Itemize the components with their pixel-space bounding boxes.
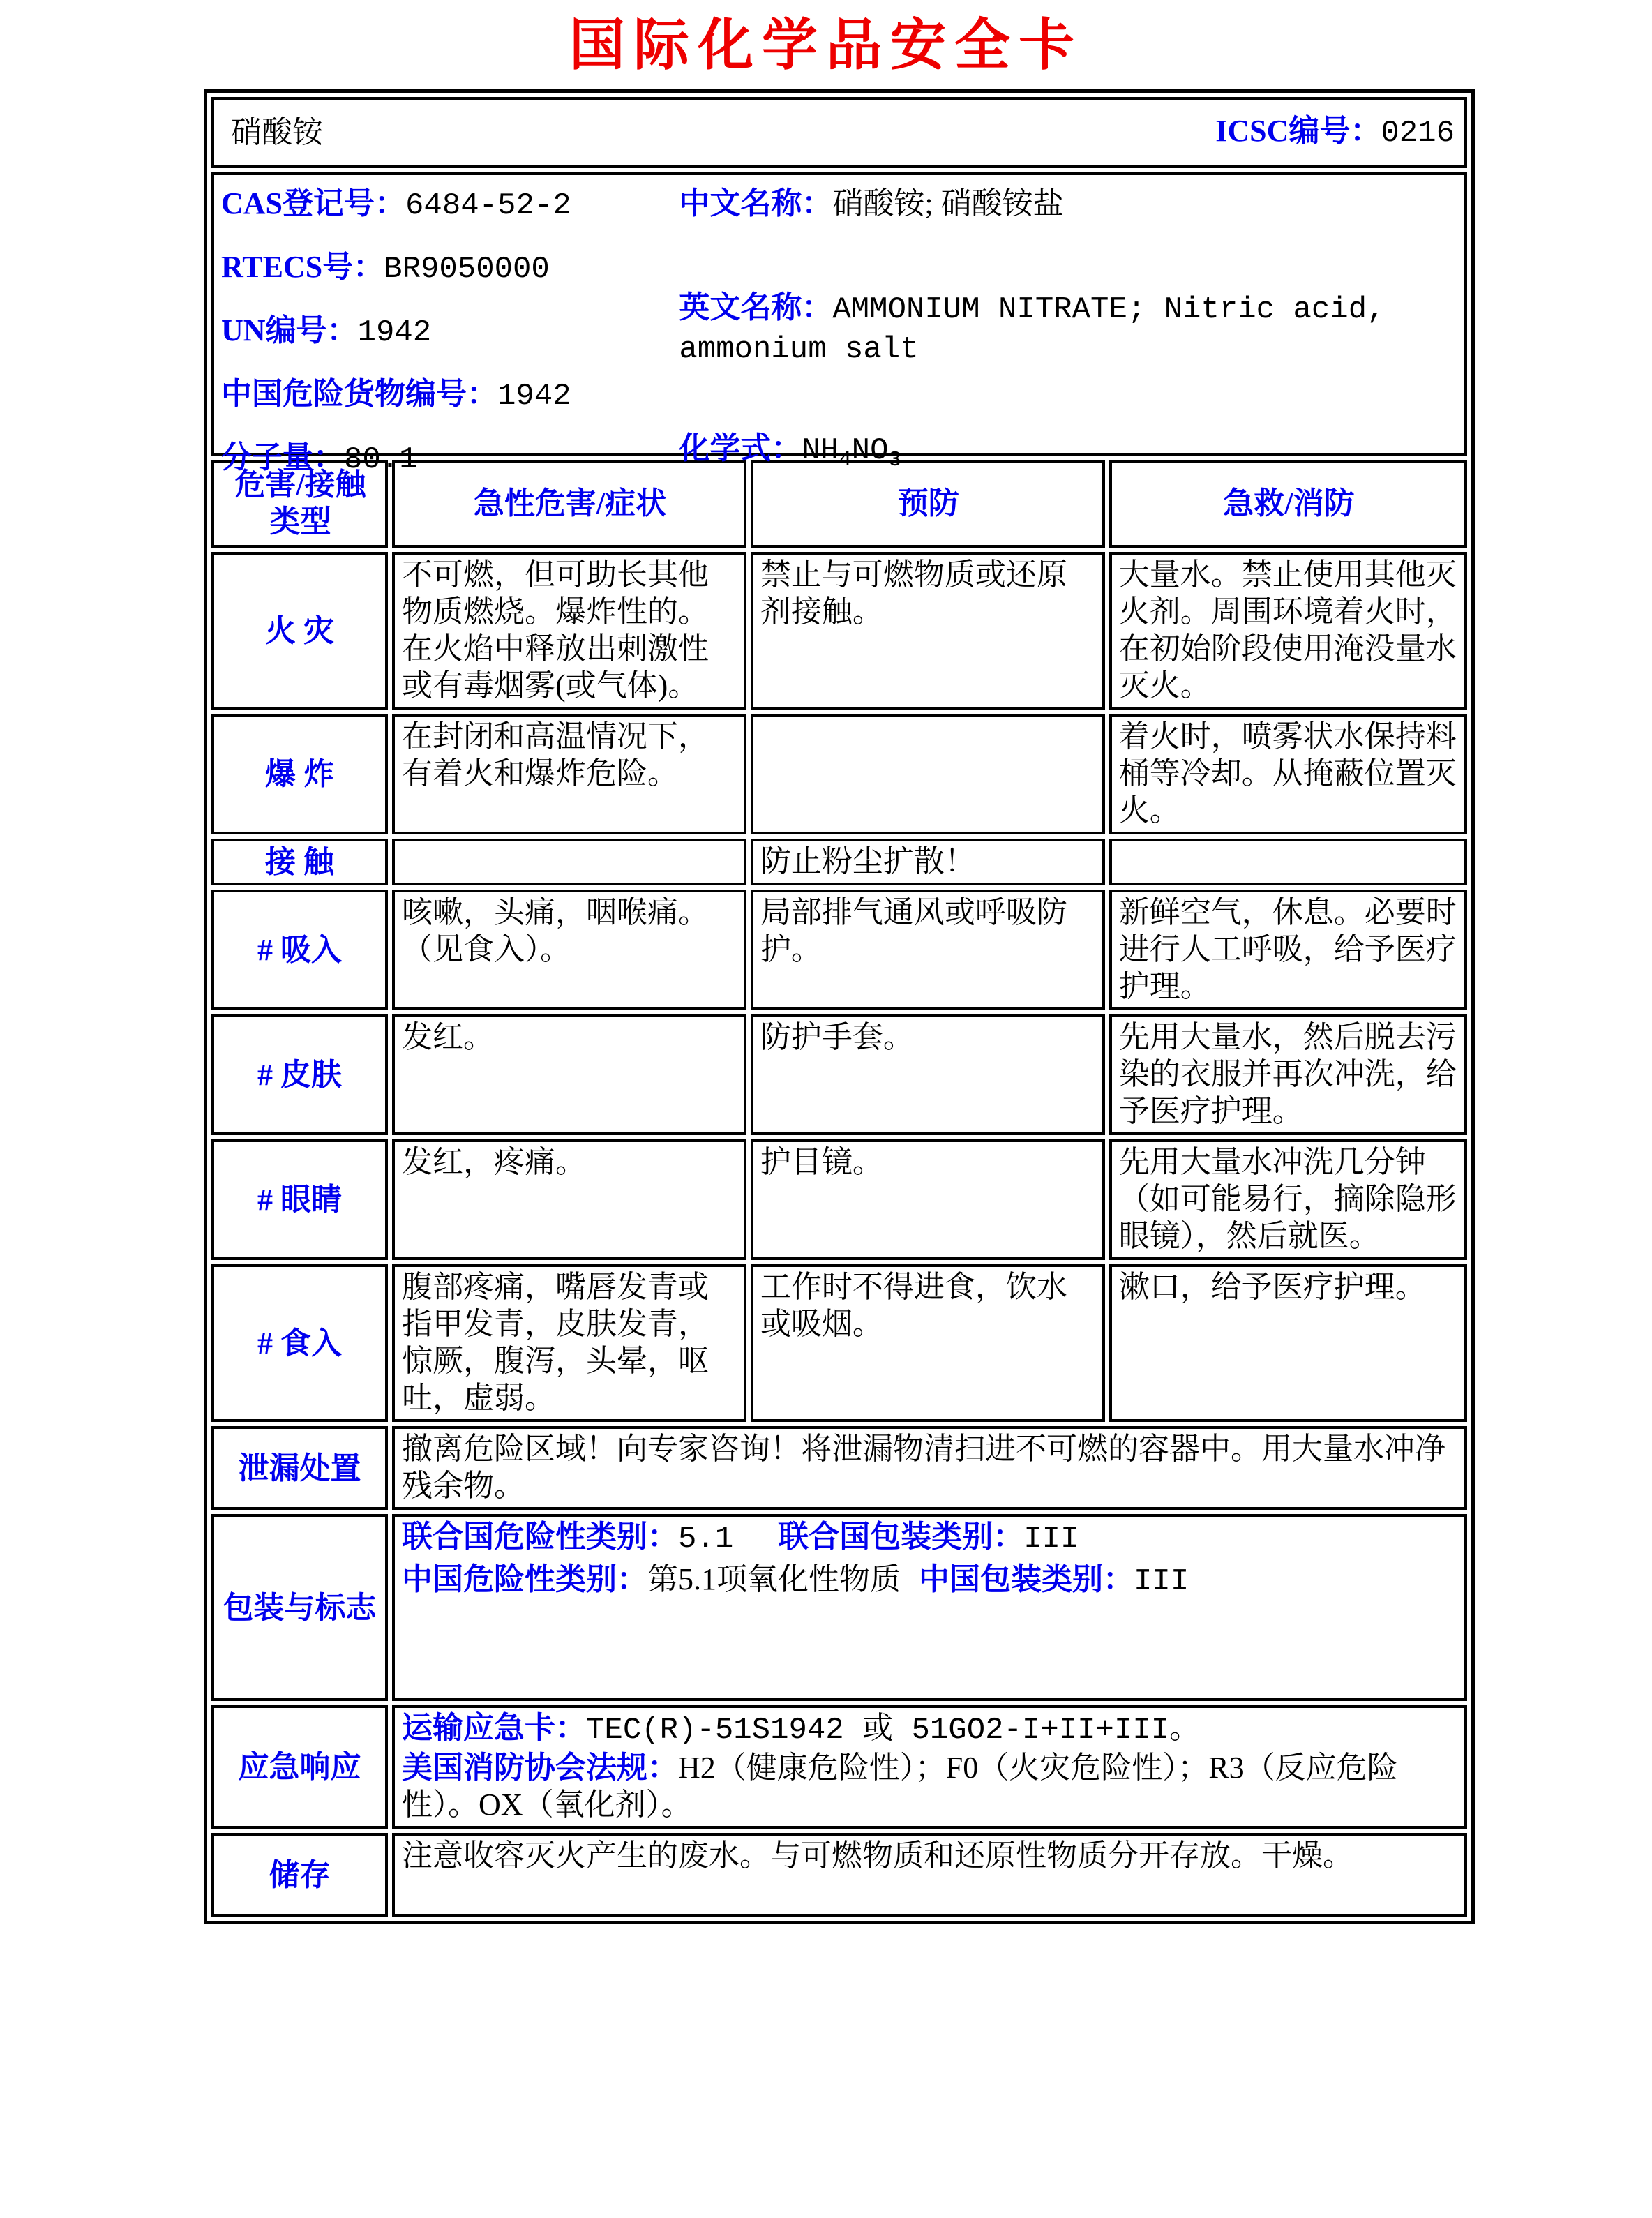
header-symptoms: 急性危害/症状 — [392, 460, 746, 548]
tec-value: TEC(R)-51S1942 或 51GO2-I+II+III。 — [586, 1713, 1201, 1748]
tec-label: 运输应急卡： — [402, 1711, 587, 1745]
row-contact-label: 接 触 — [211, 839, 388, 885]
row-eyes-prevention: 护目镜。 — [751, 1139, 1105, 1260]
molecular-weight-label: 分子量： — [221, 440, 344, 474]
row-skin-symptoms: 发红。 — [392, 1014, 746, 1135]
china-dg-number — [221, 375, 679, 415]
header-prevention: 预防 — [751, 460, 1105, 548]
molecular-weight-value: 80.1 — [344, 442, 418, 477]
chemical-formula — [679, 430, 1459, 479]
row-explosion-symptoms: 在封闭和高温情况下，有着火和爆炸危险。 — [392, 714, 746, 834]
english-name-value: AMMONIUM NITRATE; Nitric acid, ammonium salt — [679, 292, 1386, 367]
nfpa-value: H2（健康危险性）；F0（火灾危险性）；R3（反应危险性）。OX（氧化剂）。 — [402, 1751, 1398, 1822]
row-storage-text: 注意收容灭火产生的废水。与可燃物质和还原性物质分开存放。干燥。 — [392, 1833, 1467, 1917]
cn-class-value: 第5.1项氧化性物质 — [647, 1562, 901, 1596]
row-eyes-label: # 眼睛 — [211, 1139, 388, 1260]
row-emergency-label: 应急响应 — [211, 1705, 388, 1829]
row-fire-prevention: 禁止与可燃物质或还原剂接触。 — [751, 552, 1105, 710]
row-storage — [211, 1833, 1467, 1917]
chemical-formula-label: 化学式： — [679, 431, 802, 466]
emergency-tec-line — [402, 1709, 1459, 1749]
row-packaging-label: 包装与标志 — [211, 1514, 388, 1701]
row-fire-firstaid: 大量水。禁止使用其他灭火剂。周围环境着火时，在初始阶段使用淹没量水灭火。 — [1109, 552, 1467, 710]
rtecs-label: RTECS号： — [221, 250, 384, 284]
row-fire-symptoms: 不可燃，但可助长其他物质燃烧。爆炸性的。在火焰中释放出刺激性或有毒烟雾(或气体)。 — [392, 552, 746, 710]
row-spill-label: 泄漏处置 — [211, 1426, 388, 1510]
row-eyes — [211, 1139, 1467, 1260]
row-spill — [211, 1426, 1467, 1510]
row-skin-prevention: 防护手套。 — [751, 1014, 1105, 1135]
icsc-number-label: ICSC编号： — [1215, 113, 1381, 148]
row-inhalation — [211, 890, 1467, 1010]
un-class-value: 5.1 — [678, 1522, 734, 1557]
packaging-un-line — [402, 1518, 1459, 1558]
row-inhalation-firstaid: 新鲜空气，休息。必要时进行人工呼吸，给予医疗护理。 — [1109, 890, 1467, 1010]
icsc-card-table — [204, 89, 1475, 1924]
nfpa-label: 美国消防协会法规： — [402, 1751, 679, 1785]
english-name-label: 英文名称： — [679, 290, 833, 324]
row-inhalation-symptoms: 咳嗽，头痛，咽喉痛。（见食入）。 — [392, 890, 746, 1010]
row-explosion-firstaid: 着火时，喷雾状水保持料桶等冷却。从掩蔽位置灭火。 — [1109, 714, 1467, 834]
cas-number — [221, 185, 679, 225]
english-name — [679, 289, 1459, 368]
formula-mid: NO — [851, 433, 889, 469]
row-skin-label: # 皮肤 — [211, 1014, 388, 1135]
row-ingestion-firstaid: 漱口，给予医疗护理。 — [1109, 1264, 1467, 1422]
icsc-number — [1215, 112, 1455, 152]
card-header-flex — [221, 101, 1459, 163]
packaging-cn-line — [402, 1561, 1459, 1601]
row-explosion — [211, 714, 1467, 834]
un-class-label: 联合国危险性类别： — [402, 1520, 679, 1554]
row-explosion-label: 爆 炸 — [211, 714, 388, 834]
cn-class-label: 中国危险性类别： — [402, 1562, 648, 1596]
formula-subscript-1: 4 — [839, 448, 852, 472]
chinese-name-value: 硝酸铵; 硝酸铵盐 — [832, 186, 1064, 220]
chinese-name — [679, 185, 1459, 222]
chemical-formula-value — [802, 433, 901, 472]
row-inhalation-prevention: 局部排气通风或呼吸防护。 — [751, 890, 1105, 1010]
un-label: UN编号： — [221, 313, 358, 347]
row-explosion-prevention — [751, 714, 1105, 834]
rtecs-number — [221, 248, 679, 288]
un-pack-value: III — [1023, 1522, 1079, 1557]
row-contact — [211, 839, 1467, 885]
un-number — [221, 312, 679, 352]
cn-pack-label: 中国包装类别： — [919, 1562, 1134, 1596]
row-contact-firstaid — [1109, 839, 1467, 885]
row-packaging — [211, 1514, 1467, 1701]
row-fire-label: 火 灾 — [211, 552, 388, 710]
row-emergency — [211, 1705, 1467, 1829]
rtecs-value: BR9050000 — [384, 252, 550, 287]
chemical-name: 硝酸铵 — [231, 114, 323, 149]
row-emergency-content — [392, 1705, 1467, 1829]
row-ingestion-symptoms: 腹部疼痛，嘴唇发青或指甲发青，皮肤发青，惊厥，腹泻，头晕，呕吐，虚弱。 — [392, 1264, 746, 1422]
cas-label: CAS登记号： — [221, 186, 406, 220]
row-eyes-firstaid: 先用大量水冲洗几分钟（如可能易行，摘除隐形眼镜），然后就医。 — [1109, 1139, 1467, 1260]
row-contact-symptoms — [392, 839, 746, 885]
china-dg-value: 1942 — [497, 379, 571, 414]
cn-pack-value: III — [1134, 1564, 1189, 1599]
row-ingestion-prevention: 工作时不得进食，饮水或吸烟。 — [751, 1264, 1105, 1422]
icsc-number-value: 0216 — [1381, 115, 1455, 151]
header-hazard-line1: 危害/接触 — [234, 467, 366, 502]
identifier-names — [679, 177, 1459, 483]
card-header-cell — [211, 97, 1467, 168]
chinese-name-label: 中文名称： — [679, 186, 833, 220]
row-contact-prevention: 防止粉尘扩散！ — [751, 839, 1105, 885]
identifiers-row — [211, 172, 1467, 456]
row-ingestion — [211, 1264, 1467, 1422]
row-inhalation-label: # 吸入 — [211, 890, 388, 1010]
row-ingestion-label: # 食入 — [211, 1264, 388, 1422]
emergency-nfpa-line — [402, 1749, 1459, 1823]
row-spill-text: 撤离危险区域！向专家咨询！将泄漏物清扫进不可燃的容器中。用大量水冲净残余物。 — [392, 1426, 1467, 1510]
header-firstaid: 急救/消防 — [1109, 460, 1467, 548]
header-hazard-type — [211, 460, 388, 548]
row-storage-label: 储存 — [211, 1833, 388, 1917]
row-fire — [211, 552, 1467, 710]
un-value: 1942 — [357, 315, 432, 350]
row-packaging-content — [392, 1514, 1467, 1701]
row-eyes-symptoms: 发红，疼痛。 — [392, 1139, 746, 1260]
cas-value: 6484-52-2 — [405, 188, 571, 223]
formula-base: NH — [802, 433, 839, 469]
identifier-numbers — [221, 177, 679, 483]
header-hazard-line2: 类型 — [269, 504, 331, 539]
identifiers-grid — [221, 177, 1459, 477]
china-dg-label: 中国危险货物编号： — [221, 377, 497, 411]
identifiers-cell — [211, 172, 1467, 477]
row-skin-firstaid: 先用大量水，然后脱去污染的衣服并再次冲洗，给予医疗护理。 — [1109, 1014, 1467, 1135]
un-pack-label: 联合国包装类别： — [778, 1520, 1024, 1554]
page-title: 国际化学品安全卡 — [569, 15, 1083, 77]
card-header-row — [211, 97, 1467, 168]
formula-subscript-2: 3 — [888, 448, 901, 472]
row-skin — [211, 1014, 1467, 1135]
